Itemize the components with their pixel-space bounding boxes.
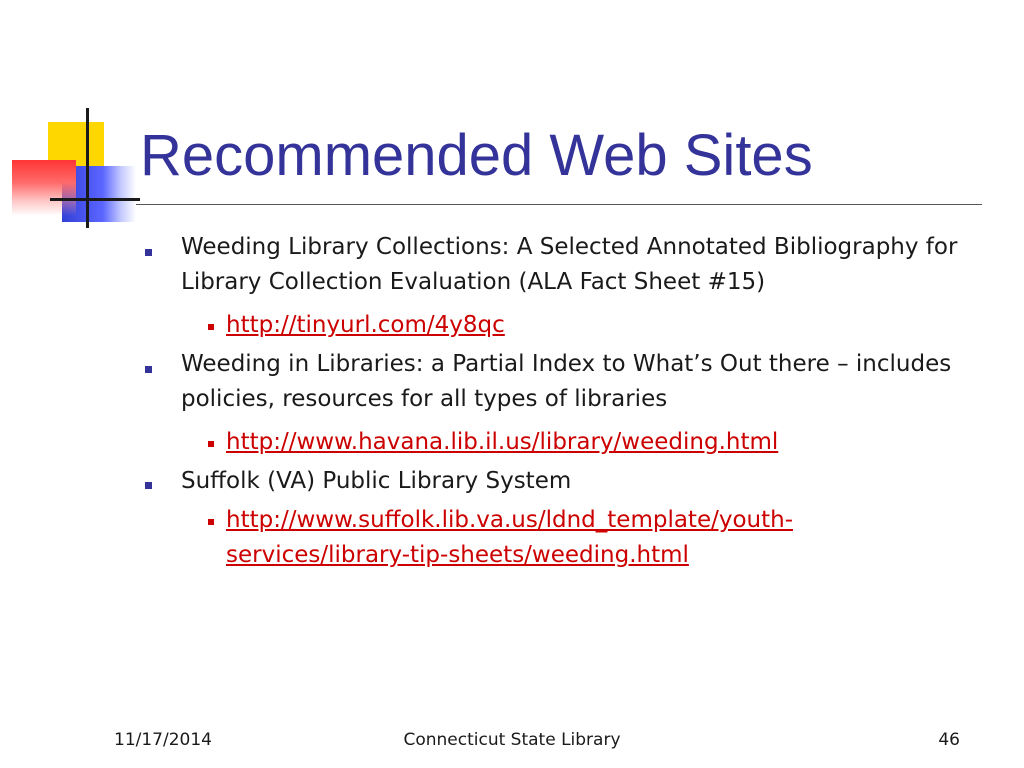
square-bullet-icon <box>140 482 150 492</box>
list-item: Suffolk (VA) Public Library System <box>181 468 572 494</box>
title-underline <box>136 204 982 205</box>
square-bullet-icon <box>208 324 216 332</box>
list-item: Weeding Library Collections: A Selected Annotated Bibliography for Library Collection Evaluation (ALA Fact Sheet #15) <box>181 234 958 295</box>
footer-title: Connecticut State Library <box>403 730 621 750</box>
page-title: Recommended Web Sites <box>140 123 813 188</box>
square-bullet-icon <box>208 441 216 449</box>
horizontal-rule <box>50 198 140 201</box>
footer <box>0 730 1024 758</box>
square-bullet-icon <box>208 519 216 527</box>
link[interactable]: http://www.havana.lib.il.us/library/weeding.html <box>226 429 779 455</box>
list-item: Weeding in Libraries: a Partial Index to What’s Out there – includes policies, resources for all types of libraries <box>181 351 952 412</box>
link[interactable]: http://tinyurl.com/4y8qc <box>226 312 505 338</box>
vertical-rule <box>86 108 89 228</box>
link[interactable]: http://www.suffolk.lib.va.us/ldnd_template/youth-services/library-tip-sheets/weeding.html <box>226 507 794 568</box>
footer-date: 11/17/2014 <box>114 730 212 750</box>
square-bullet-icon <box>140 249 150 259</box>
page-number: 46 <box>938 730 960 750</box>
red-block <box>12 160 76 216</box>
list-item-link[interactable] <box>226 308 986 343</box>
color-blocks-logo-icon <box>0 0 140 240</box>
list-item-link[interactable] <box>226 425 986 460</box>
list-item-link[interactable] <box>226 503 876 573</box>
square-bullet-icon <box>140 366 150 376</box>
